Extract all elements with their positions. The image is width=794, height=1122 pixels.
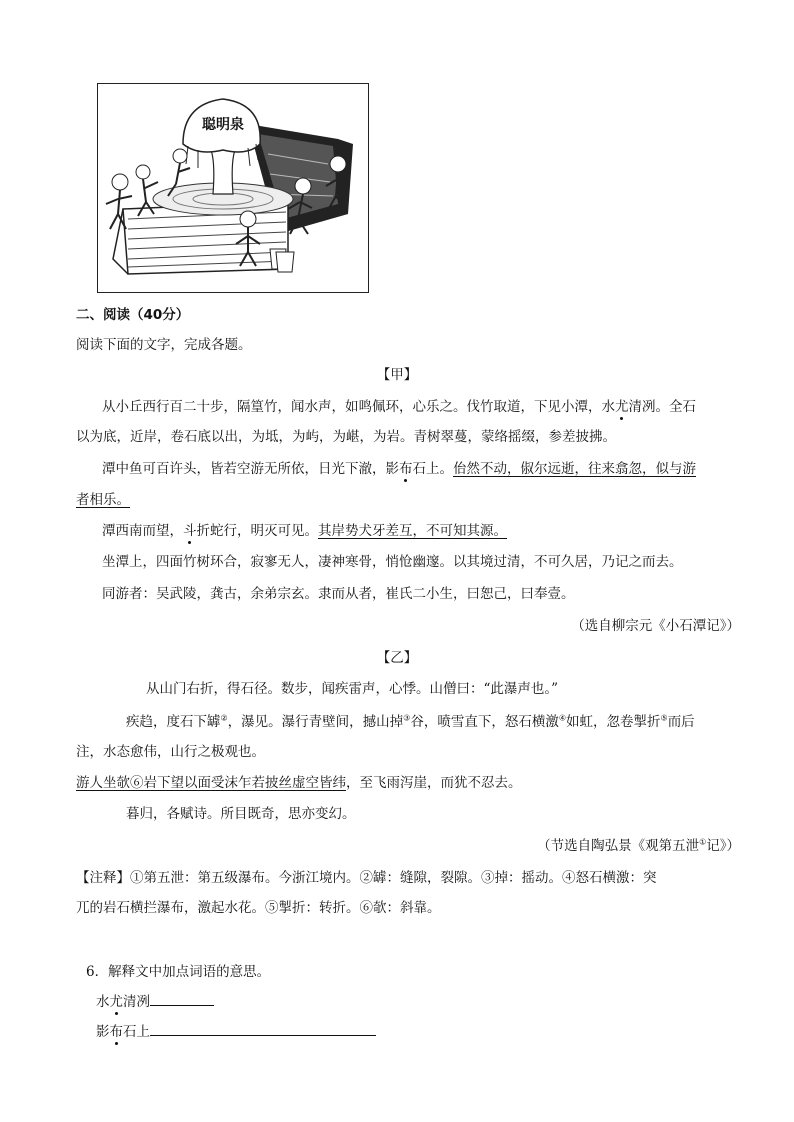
underlined-sentence: 游人坐欹⑥岩下望以面受沫乍若披丝虚空皆纬 bbox=[76, 775, 346, 791]
jia-paragraph-3: 潭西南而望，斗折蛇行，明灭可见。其岸势犬牙差互，不可知其源。 bbox=[102, 523, 507, 539]
yi-paragraph-4: 暮归，各赋诗。所目既奇，思亦变幻。 bbox=[126, 806, 356, 822]
question-6-item-2: 影布石上 bbox=[96, 1020, 766, 1040]
dotted-char: 尤 bbox=[615, 399, 629, 415]
yi-source: （节选自陶弘景《观第五泄①记》） bbox=[537, 837, 740, 854]
dotted-char: 尤 bbox=[109, 994, 123, 1010]
wisdom-spring-illustration bbox=[98, 84, 367, 291]
dotted-char: 布 bbox=[109, 1024, 123, 1040]
illustration-frame bbox=[97, 83, 369, 293]
jia-paragraph-2-cont bbox=[76, 488, 746, 508]
underlined-sentence: 佁然不动，俶尔远逝，往来翕忽，似与游 bbox=[453, 461, 696, 477]
yi-paragraph-2: 疾趋，度石下罅②，瀑见。瀑行青壁间，撼山掉③谷，喷雪直下，怒石横激④如虹，忽卷掣折⑤而后 bbox=[126, 713, 695, 730]
annotation-line-1: 【注释】①第五泄：第五级瀑布。今浙江境内。②罅：缝隙，裂隙。③掉：摇动。④怒石横激：突 bbox=[76, 870, 657, 886]
yi-paragraph-2-cont: 注，水态愈伟，山行之极观也。 bbox=[76, 744, 265, 760]
jia-paragraph-2: 潭中鱼可百许头，皆若空游无所依，日光下澈，影布石上。佁然不动，俶尔远逝，往来翕忽，似与游 bbox=[102, 461, 696, 477]
underlined-sentence-cont: 者相乐。 bbox=[76, 492, 130, 508]
yi-paragraph-1: 从山门右折，得石径。数步，闻疾雷声，心悸。山僧曰：“此瀑声也。” bbox=[146, 681, 559, 697]
passage-jia-label: 【甲】 bbox=[376, 367, 418, 383]
question-6-stem: 6．解释文中加点词语的意思。 bbox=[86, 964, 271, 980]
answer-blank-1[interactable] bbox=[150, 991, 214, 1006]
yi-paragraph-3: 游人坐欹⑥岩下望以面受沫乍若披丝虚空皆纬，至飞雨泻崖，而犹不忍去。 bbox=[76, 775, 522, 791]
section-title: 二、阅读（40分） bbox=[76, 307, 190, 323]
dotted-char: 斗 bbox=[183, 523, 197, 539]
question-6-item-1: 水尤清冽 bbox=[96, 990, 766, 1010]
annotation-line-2: 兀的岩石横拦瀑布，激起水花。⑤掣折：转折。⑥欹：斜靠。 bbox=[76, 900, 441, 916]
section-instruction: 阅读下面的文字，完成各题。 bbox=[76, 337, 252, 353]
jia-paragraph-1-cont: 以为底，近岸，卷石底以出，为坻，为屿，为嵁，为岩。青树翠蔓，蒙络摇缀，参差披拂。 bbox=[76, 429, 616, 445]
answer-blank-2[interactable] bbox=[150, 1021, 376, 1036]
underlined-sentence: 其岸势犬牙差互，不可知其源。 bbox=[318, 523, 507, 539]
jia-paragraph-4: 坐潭上，四面竹树环合，寂寥无人，凄神寒骨，悄怆幽邃。以其境过清，不可久居，乃记之而去。 bbox=[102, 554, 683, 570]
fountain-sign-text: 聪明泉 bbox=[202, 117, 244, 133]
passage-yi-label: 【乙】 bbox=[376, 650, 418, 666]
dotted-char: 布 bbox=[399, 461, 413, 477]
jia-paragraph-5: 同游者：吴武陵，龚古，余弟宗玄。隶而从者，崔氏二小生，曰恕己，曰奉壹。 bbox=[102, 586, 575, 602]
jia-paragraph-1: 从小丘西行百二十步，隔篁竹，闻水声，如鸣佩环，心乐之。伐竹取道，下见小潭，水尤清冽。全石 bbox=[102, 399, 696, 415]
jia-source: （选自柳宗元《小石潭记》） bbox=[571, 618, 740, 634]
